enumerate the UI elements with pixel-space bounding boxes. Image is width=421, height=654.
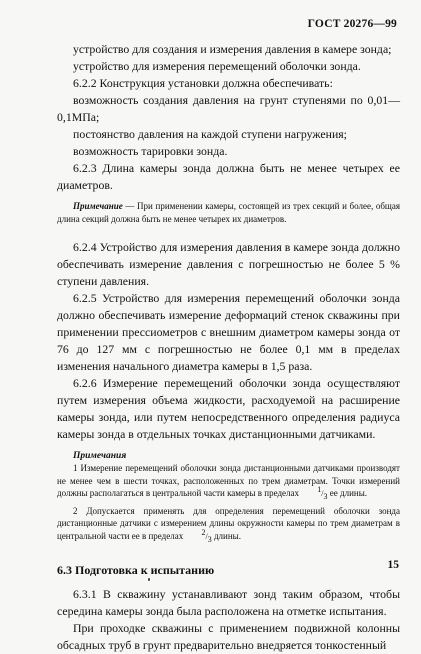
note-label: Примечание: [73, 201, 123, 211]
note-2-2: [57, 505, 400, 544]
standard-header: ГОСТ 20276—99: [307, 18, 397, 30]
note-text: ее длины.: [329, 488, 368, 498]
text-line: устройство для измерения перемещений оболочки зонда.: [73, 59, 361, 73]
paragraph-continuation: При проходке скважины с применением подвижной колонны обсадных труб в грунт предварительно внедряется тонкостенный: [57, 621, 400, 652]
clause-6-2-6: 6.2.6 Измерение перемещений оболочки зонда осуществляют путем измерения объема жидкости, расходуемой на расширение камеры зонда, или путем непосредственного определения радиуса камеры зонда в отдельных точках дистанционными датчиками.: [57, 376, 400, 441]
clause-6-2-2-title: 6.2.2 Конструкция установки должна обеспечивать:: [73, 76, 333, 90]
clause-6-2-2-item: возможность тарировки зонда.: [73, 144, 228, 158]
note-2-1: [57, 462, 400, 501]
note-1: [57, 200, 400, 225]
note-text: 1 Измерение перемещений оболочки зонда дистанционными датчиками производят не менее чем в шести точках, расположенных по трем диаметрам. Точки измерений должны располагаться в центральной части камеры в пределах: [57, 463, 400, 498]
clause-6-2-2-item: возможность создания давления на грунт ступенями по 0,01—0,1МПа;: [57, 93, 400, 124]
scan-speck: [148, 578, 150, 581]
note-text: — При применении камеры, состоящей из трех секций и более, общая длина секций должна быть не менее четырех их диаметров.: [57, 201, 400, 224]
note-text: длины.: [213, 530, 241, 541]
fraction-one-third: 1/3: [317, 485, 328, 501]
clause-6-2-4: 6.2.4 Устройство для измерения давления в камере зонда должно обеспечивать измерение давления с погрешностью не более 5 % ступени давления.: [57, 240, 400, 288]
page-body: [57, 41, 400, 654]
clause-6-2-2-item: постоянство давления на каждой ступени нагружения;: [73, 127, 347, 141]
text-line: устройство для создания и измерения давления в камере зонда;: [73, 42, 392, 56]
clause-6-2-3: 6.2.3 Длина камеры зонда должна быть не менее четырех ее диаметров.: [57, 161, 400, 192]
clause-6-2-5: 6.2.5 Устройство для измерения перемещений оболочки зонда должно обеспечивать измерение деформаций стенок скважины при применении прессиометров с внешним диаметром камеры зонда от 76 до 127 мм с погрешностью не более 0,1 мм в пределах изменения начального диаметра камеры в 1,5 раза.: [57, 291, 400, 373]
fraction-two-thirds: 2/3: [201, 527, 212, 544]
page-number: 15: [387, 559, 399, 571]
note-text: 2 Допускается применять для определения перемещений оболочки зонда дистанционные датчики с измерением длины окружности камеры по трем диаметрам в центральной части ее в пределах: [57, 505, 400, 541]
section-heading-6-3: 6.3 Подготовка к испытанию: [57, 563, 215, 577]
notes-title: Примечания: [73, 451, 127, 461]
clause-6-3-1: 6.3.1 В скважину устанавливают зонд таким образом, чтобы середина камеры зонда была расположена на отметке испытания.: [57, 587, 400, 618]
